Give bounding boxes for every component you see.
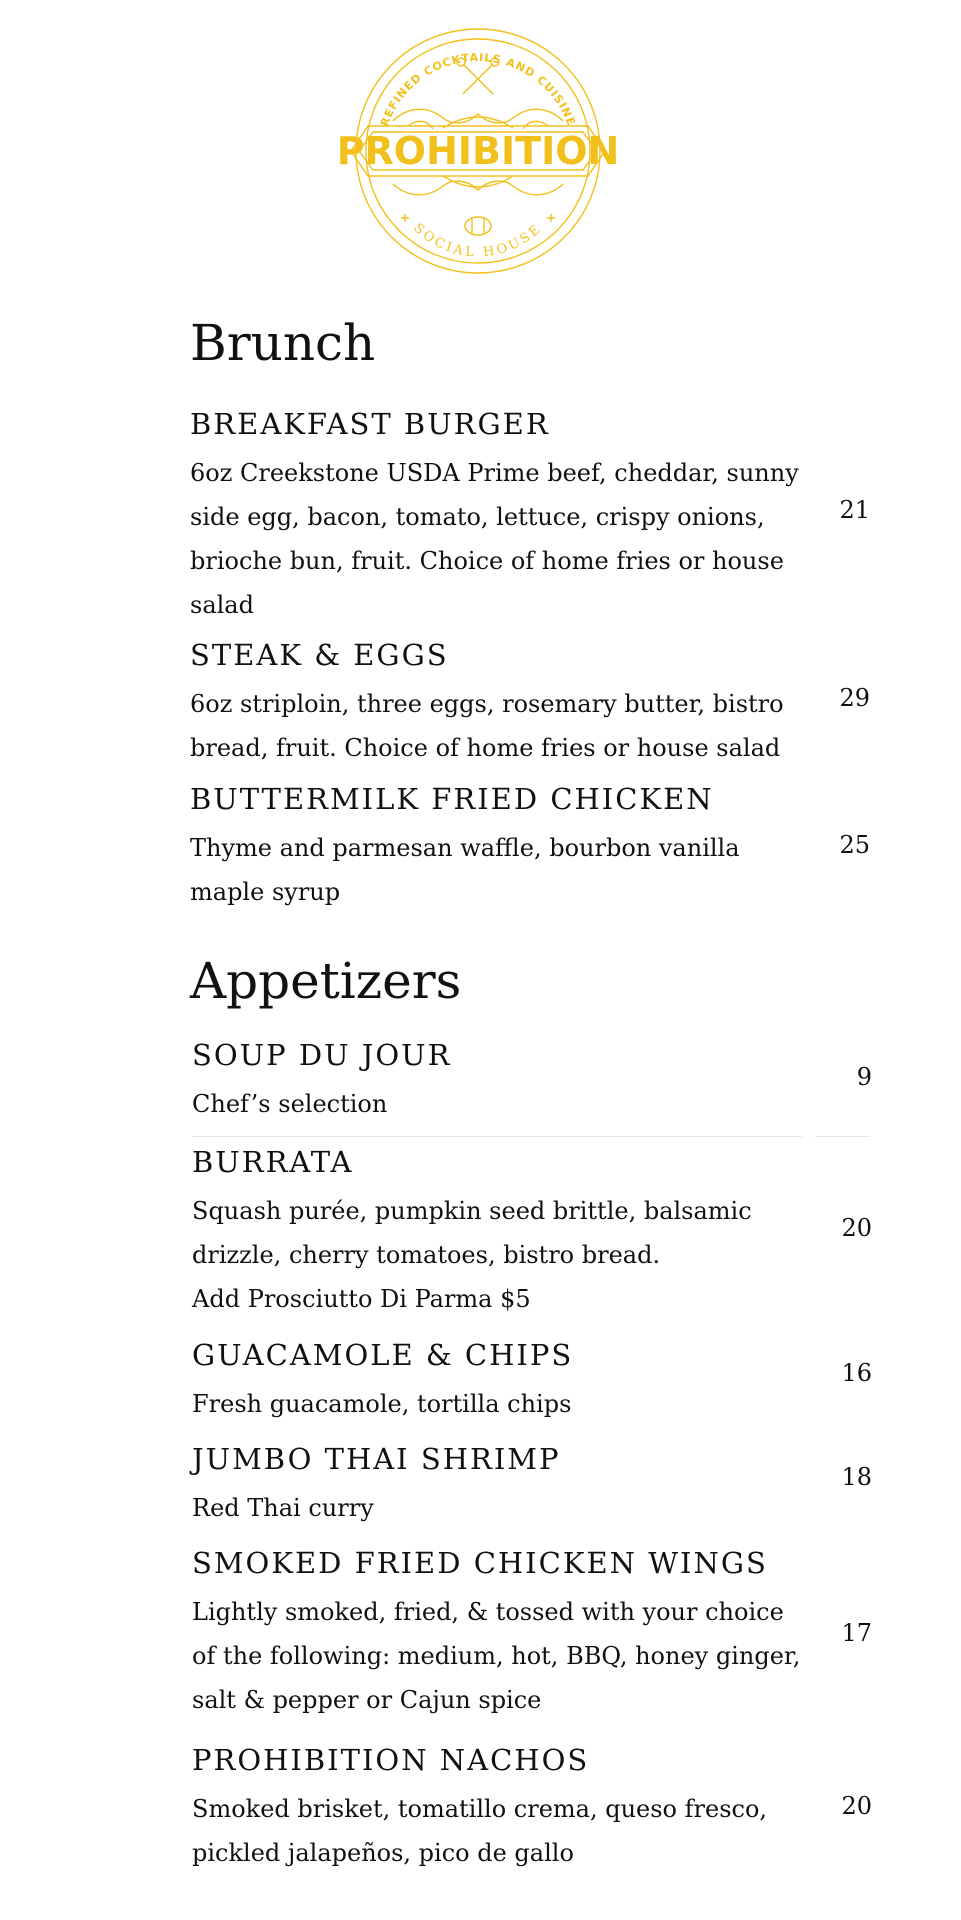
item-price: 20: [841, 1792, 872, 1820]
item-price: 20: [841, 1214, 872, 1242]
prohibition-logo: [333, 26, 623, 276]
item-description: Squash purée, pumpkin seed brittle, balsamic drizzle, cherry tomatoes, bistro bread.: [192, 1197, 752, 1269]
menu-item: [190, 407, 870, 627]
menu-item: [192, 1338, 872, 1426]
menu-item: [192, 1145, 872, 1321]
item-description: Red Thai curry: [192, 1494, 374, 1522]
item-addon: Add Prosciutto Di Parma $5: [192, 1285, 531, 1313]
logo-emblem: [333, 26, 623, 276]
item-name: PROHIBITION NACHOS: [192, 1743, 590, 1777]
item-price: 9: [856, 1063, 872, 1091]
menu-item: [192, 1743, 872, 1875]
menu-item: [190, 638, 870, 770]
item-description: 6oz striploin, three eggs, rosemary butter, bistro bread, fruit. Choice of home fries or house salad: [190, 690, 784, 762]
item-description: Fresh guacamole, tortilla chips: [192, 1390, 572, 1418]
item-price: 25: [839, 831, 870, 859]
item-name: SOUP DU JOUR: [192, 1038, 452, 1072]
item-price: 17: [841, 1619, 872, 1647]
item-price: 18: [841, 1463, 872, 1491]
item-name: GUACAMOLE & CHIPS: [192, 1338, 574, 1372]
item-description: Chef’s selection: [192, 1090, 388, 1118]
item-description: Smoked brisket, tomatillo crema, queso fresco, pickled jalapeños, pico de gallo: [192, 1795, 768, 1867]
item-price: 29: [839, 684, 870, 712]
item-name: SMOKED FRIED CHICKEN WINGS: [192, 1546, 768, 1580]
item-name: STEAK & EGGS: [190, 638, 449, 672]
menu-item: [192, 1442, 872, 1530]
item-name: BREAKFAST BURGER: [190, 407, 550, 441]
logo-tagline: REFINED COCKTAILS AND CUISINE: [378, 50, 578, 129]
item-description: 6oz Creekstone USDA Prime beef, cheddar, sunny side egg, bacon, tomato, lettuce, crispy onions, brioche bun, fruit. Choice of home fries or house salad: [190, 459, 799, 619]
logo-name: PROHIBITION: [336, 129, 620, 173]
menu-item: [190, 782, 870, 914]
item-description: Lightly smoked, fried, & tossed with your choice of the following: medium, hot, BBQ, honey ginger, salt & pepper or Cajun spice: [192, 1598, 801, 1714]
section-title-appetizers: Appetizers: [190, 952, 462, 1010]
item-name: JUMBO THAI SHRIMP: [192, 1442, 561, 1476]
item-name: BUTTERMILK FRIED CHICKEN: [190, 782, 714, 816]
divider: [192, 1136, 802, 1137]
section-title-brunch: Brunch: [190, 314, 376, 372]
svg-text:SOCIAL HOUSE: [410, 221, 545, 261]
item-name: BURRATA: [192, 1145, 354, 1179]
menu-item: [192, 1546, 872, 1722]
item-price: 21: [839, 496, 870, 524]
logo-subtitle: SOCIAL HOUSE: [410, 220, 546, 261]
menu-item: [192, 1038, 872, 1126]
item-description: Thyme and parmesan waffle, bourbon vanilla maple syrup: [190, 834, 740, 906]
divider: [815, 1136, 870, 1137]
item-price: 16: [841, 1359, 872, 1387]
